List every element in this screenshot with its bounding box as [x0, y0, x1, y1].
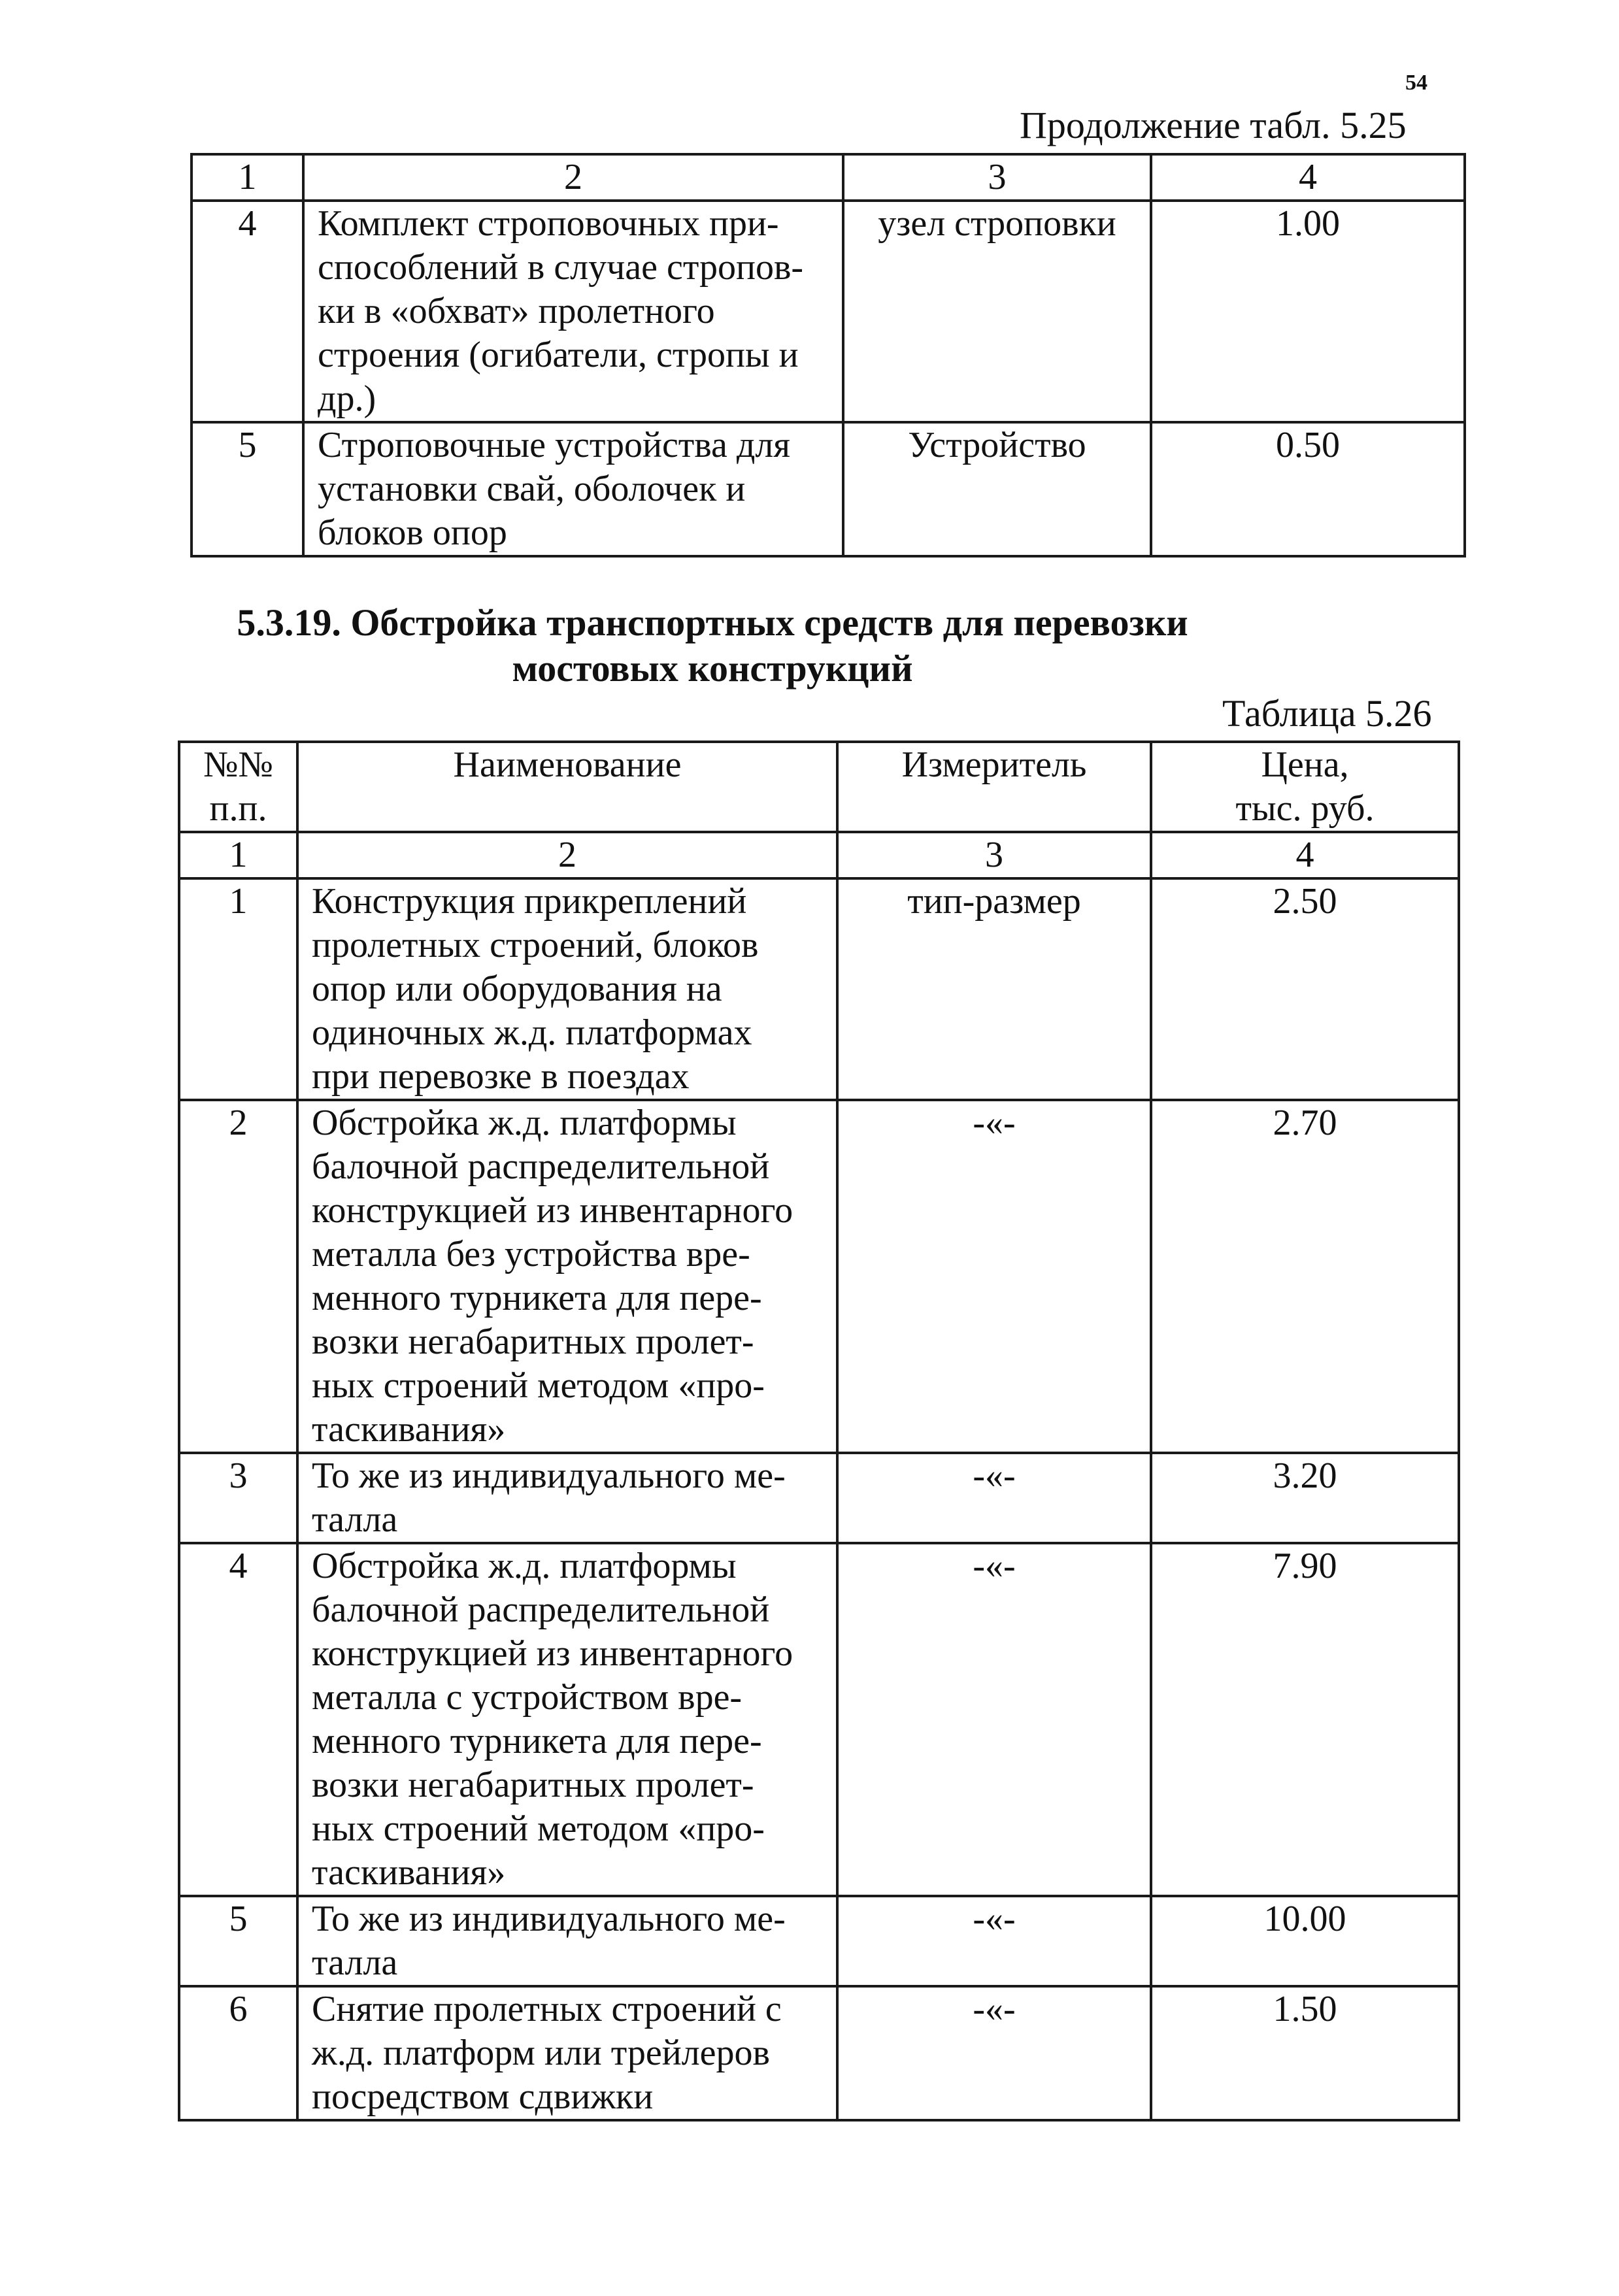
row-unit: Устройство — [843, 422, 1151, 556]
name-line: посредством сдвижки — [312, 2076, 654, 2117]
row-price: 3.20 — [1151, 1453, 1459, 1543]
name-line: блоков опор — [318, 512, 507, 553]
row-unit: -«- — [837, 1896, 1151, 1986]
name-line: установки свай, оболочек и — [318, 469, 746, 509]
name-line: одиночных ж.д. платформах — [312, 1012, 752, 1053]
name-line: возки негабаритных пролет- — [312, 1322, 754, 1362]
name-line: ки в «обхват» пролетного — [318, 291, 715, 331]
column-number: 3 — [837, 832, 1151, 878]
row-price: 7.90 — [1151, 1543, 1459, 1896]
row-number: 1 — [179, 878, 297, 1100]
name-line: То же из индивидуального ме- — [312, 1899, 786, 1939]
header-line: №№ — [203, 744, 273, 785]
table-5-26 — [178, 740, 1460, 2121]
name-line: талла — [312, 1499, 398, 1540]
table-row — [179, 1896, 1459, 1986]
table-row — [179, 1986, 1459, 2120]
column-number: 2 — [297, 832, 837, 878]
column-number: 2 — [303, 154, 843, 201]
name-line: Обстройка ж.д. платформы — [312, 1103, 737, 1143]
name-line: др.) — [318, 378, 376, 419]
row-unit: -«- — [837, 1453, 1151, 1543]
header-line: Цена, — [1261, 744, 1349, 785]
header-number — [179, 742, 297, 832]
row-number: 4 — [192, 201, 303, 422]
name-line: Конструкция прикреплений — [312, 881, 747, 922]
row-name — [297, 1453, 837, 1543]
row-price: 2.70 — [1151, 1100, 1459, 1453]
name-line: Строповочные устройства для — [318, 425, 791, 465]
column-number-row — [179, 832, 1459, 878]
table-5-25-continuation — [190, 153, 1466, 557]
column-number: 1 — [179, 832, 297, 878]
name-line: пролетных строений, блоков — [312, 925, 759, 965]
header-price — [1151, 742, 1459, 832]
column-number-row — [192, 154, 1465, 201]
section-heading — [190, 600, 1235, 691]
name-line: ных строений методом «про- — [312, 1808, 765, 1849]
name-line: конструкцией из инвентарного — [312, 1190, 793, 1231]
name-line: металла без устройства вре- — [312, 1234, 750, 1274]
name-line: опор или оборудования на — [312, 969, 722, 1009]
row-name — [297, 1896, 837, 1986]
table-row — [179, 878, 1459, 1100]
row-unit: -«- — [837, 1986, 1151, 2120]
column-number: 4 — [1151, 832, 1459, 878]
name-line: конструкцией из инвентарного — [312, 1633, 793, 1674]
name-line: ных строений методом «про- — [312, 1365, 765, 1406]
name-line: балочной распределительной — [312, 1146, 770, 1187]
header-unit: Измеритель — [837, 742, 1151, 832]
row-number: 5 — [192, 422, 303, 556]
name-line: Обстройка ж.д. платформы — [312, 1546, 737, 1586]
header-name: Наименование — [297, 742, 837, 832]
table-row — [179, 1543, 1459, 1896]
table-header-row — [179, 742, 1459, 832]
table-row — [192, 201, 1465, 422]
name-line: менного турникета для пере- — [312, 1278, 762, 1318]
row-name — [303, 201, 843, 422]
name-line: балочной распределительной — [312, 1589, 770, 1630]
row-number: 4 — [179, 1543, 297, 1896]
row-name — [303, 422, 843, 556]
table-row — [179, 1453, 1459, 1543]
header-line: п.п. — [209, 788, 267, 829]
row-name — [297, 1100, 837, 1453]
name-line: менного турникета для пере- — [312, 1721, 762, 1761]
column-number: 3 — [843, 154, 1151, 201]
name-line: талла — [312, 1942, 398, 1983]
name-line: при перевозке в поездах — [312, 1056, 690, 1097]
table-continuation-label: Продолжение табл. 5.25 — [1020, 104, 1407, 146]
column-number: 1 — [192, 154, 303, 201]
name-line: строения (огибатели, стропы и — [318, 335, 799, 375]
row-price: 2.50 — [1151, 878, 1459, 1100]
row-unit: -«- — [837, 1100, 1151, 1453]
name-line: способлений в случае стропов- — [318, 247, 804, 288]
row-number: 3 — [179, 1453, 297, 1543]
name-line: ж.д. платформ или трейлеров — [312, 2033, 770, 2073]
header-line: тыс. руб. — [1235, 788, 1375, 829]
name-line: Снятие пролетных строений с — [312, 1989, 782, 2029]
row-name — [297, 1543, 837, 1896]
row-price: 1.00 — [1151, 201, 1465, 422]
table-row — [192, 422, 1465, 556]
page-number: 54 — [1405, 71, 1427, 95]
table-row — [179, 1100, 1459, 1453]
row-number: 2 — [179, 1100, 297, 1453]
name-line: металла с устройством вре- — [312, 1677, 743, 1718]
row-unit: тип-размер — [837, 878, 1151, 1100]
row-price: 1.50 — [1151, 1986, 1459, 2120]
section-heading-line: мостовых конструкций — [512, 647, 913, 690]
row-unit: -«- — [837, 1543, 1151, 1896]
row-name — [297, 1986, 837, 2120]
row-name — [297, 878, 837, 1100]
row-price: 10.00 — [1151, 1896, 1459, 1986]
row-unit: узел строповки — [843, 201, 1151, 422]
table-caption: Таблица 5.26 — [1222, 692, 1432, 735]
row-number: 5 — [179, 1896, 297, 1986]
name-line: возки негабаритных пролет- — [312, 1765, 754, 1805]
name-line: То же из индивидуального ме- — [312, 1456, 786, 1496]
column-number: 4 — [1151, 154, 1465, 201]
name-line: таскивания» — [312, 1852, 506, 1893]
section-heading-line: 5.3.19. Обстройка транспортных средств для перевозки — [237, 601, 1188, 644]
name-line: Комплект строповочных при- — [318, 203, 779, 244]
row-number: 6 — [179, 1986, 297, 2120]
name-line: таскивания» — [312, 1409, 506, 1450]
row-price: 0.50 — [1151, 422, 1465, 556]
